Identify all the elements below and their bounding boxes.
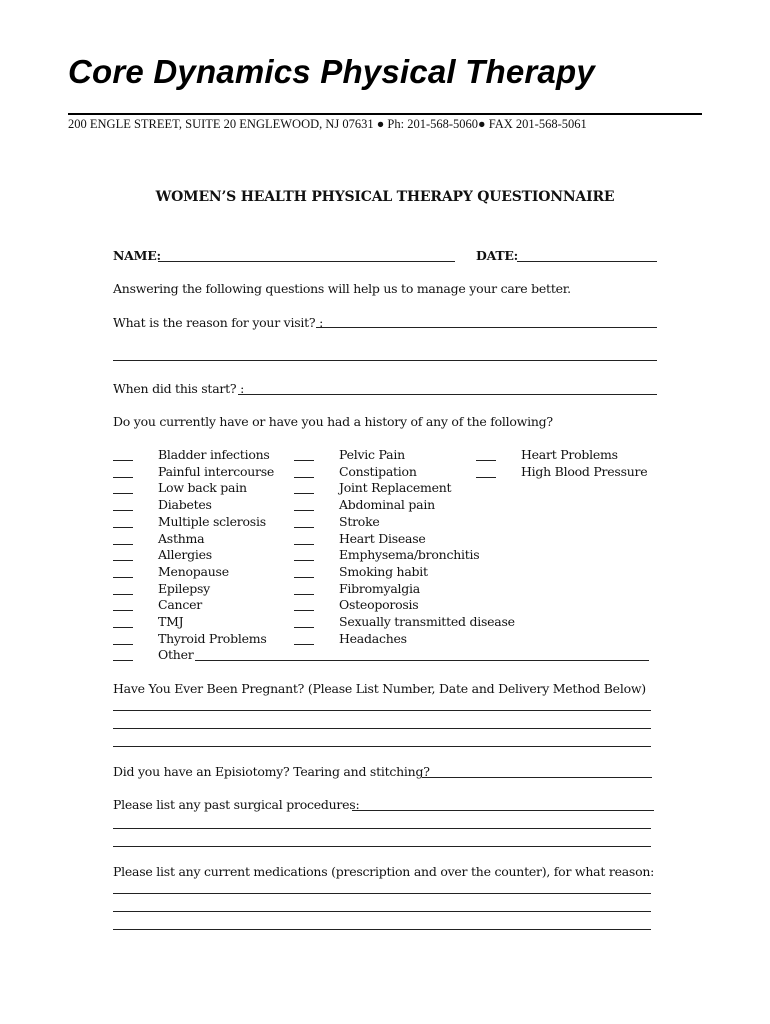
date-field[interactable] [517,261,657,262]
pregnant-line-2[interactable] [113,728,651,729]
condition-label: Emphysema/bronchitis [339,547,480,563]
condition-label: Smoking habit [339,563,428,579]
condition-label: Thyroid Problems [158,630,267,646]
condition-label: Constipation [339,463,417,479]
condition-label: Multiple sclerosis [158,513,266,529]
header-divider [68,113,702,115]
condition-label: Stroke [339,513,380,529]
name-field[interactable] [158,261,455,262]
form-title: WOMEN’S HEALTH PHYSICAL THERAPY QUESTIONNAIRE [155,189,615,205]
condition-checkbox[interactable] [294,560,314,561]
surgical-line-2[interactable] [113,828,651,829]
condition-checkbox[interactable] [113,660,133,661]
condition-label: Headaches [339,630,407,646]
condition-checkbox[interactable] [294,577,314,578]
condition-label: TMJ [158,614,184,629]
condition-label: Joint Replacement [339,480,452,496]
condition-checkbox[interactable] [476,477,496,478]
surgical-question: Please list any past surgical procedures: [113,797,360,812]
practice-name: Core Dynamics Physical Therapy [68,53,595,90]
condition-checkbox[interactable] [294,510,314,511]
reason-field-line-2[interactable] [113,360,657,361]
condition-label: Epilepsy [158,580,210,596]
condition-checkbox[interactable] [113,477,133,478]
condition-label: Heart Disease [339,530,426,546]
condition-checkbox[interactable] [113,577,133,578]
condition-label: Other [158,647,194,663]
reason-label: What is the reason for your visit? : [113,315,324,330]
condition-checkbox[interactable] [294,527,314,528]
surgical-field[interactable] [352,810,654,811]
condition-label: Low back pain [158,480,247,496]
condition-label: Pelvic Pain [339,447,405,462]
start-field[interactable] [238,394,657,395]
medications-question: Please list any current medications (prescription and over the counter), for what reason: [113,864,655,879]
other-condition-field[interactable] [195,660,649,661]
date-label: DATE: [476,248,519,263]
condition-label: Fibromyalgia [339,580,420,596]
condition-checkbox[interactable] [294,594,314,595]
condition-checkbox[interactable] [113,527,133,528]
condition-label: Diabetes [158,497,212,513]
condition-checkbox[interactable] [294,493,314,494]
condition-checkbox[interactable] [294,627,314,628]
reason-field[interactable] [316,327,657,328]
condition-checkbox[interactable] [113,460,133,461]
condition-checkbox[interactable] [113,493,133,494]
condition-checkbox[interactable] [113,644,133,645]
surgical-line-3[interactable] [113,846,651,847]
condition-label: Bladder infections [158,447,270,462]
condition-label: Menopause [158,563,229,579]
condition-checkbox[interactable] [113,610,133,611]
episiotomy-question: Did you have an Episiotomy? Tearing and stitching? [113,764,430,779]
condition-checkbox[interactable] [113,627,133,628]
pregnant-line-1[interactable] [113,710,651,711]
condition-checkbox[interactable] [294,644,314,645]
pregnant-question: Have You Ever Been Pregnant? (Please List Number, Date and Delivery Method Below) [113,681,646,696]
condition-checkbox[interactable] [294,544,314,545]
condition-label: Sexually transmitted disease [339,614,515,629]
condition-checkbox[interactable] [113,510,133,511]
condition-label: Osteoporosis [339,597,419,613]
condition-label: Asthma [158,530,205,546]
practice-address: 200 ENGLE STREET, SUITE 20 ENGLEWOOD, NJ 07631 ● Ph: 201-568-5060● FAX 201-568-5061 [68,117,587,131]
intro-text: Answering the following questions will help us to manage your care better. [113,281,571,296]
condition-checkbox[interactable] [476,460,496,461]
condition-checkbox[interactable] [113,594,133,595]
condition-checkbox[interactable] [294,610,314,611]
condition-label: High Blood Pressure [521,463,648,479]
medications-line-3[interactable] [113,929,651,930]
medications-line-2[interactable] [113,911,651,912]
start-label: When did this start? : [113,381,245,396]
condition-label: Painful intercourse [158,463,275,479]
condition-label: Allergies [158,547,212,563]
condition-label: Cancer [158,597,202,613]
condition-label: Abdominal pain [339,497,435,513]
condition-label: Heart Problems [521,447,618,462]
medications-line-1[interactable] [113,893,651,894]
history-question: Do you currently have or have you had a history of any of the following? [113,414,553,429]
condition-checkbox[interactable] [294,460,314,461]
episiotomy-field[interactable] [422,777,652,778]
condition-checkbox[interactable] [294,477,314,478]
condition-checkbox[interactable] [113,560,133,561]
pregnant-line-3[interactable] [113,746,651,747]
condition-checkbox[interactable] [113,544,133,545]
name-label: NAME: [113,248,161,263]
